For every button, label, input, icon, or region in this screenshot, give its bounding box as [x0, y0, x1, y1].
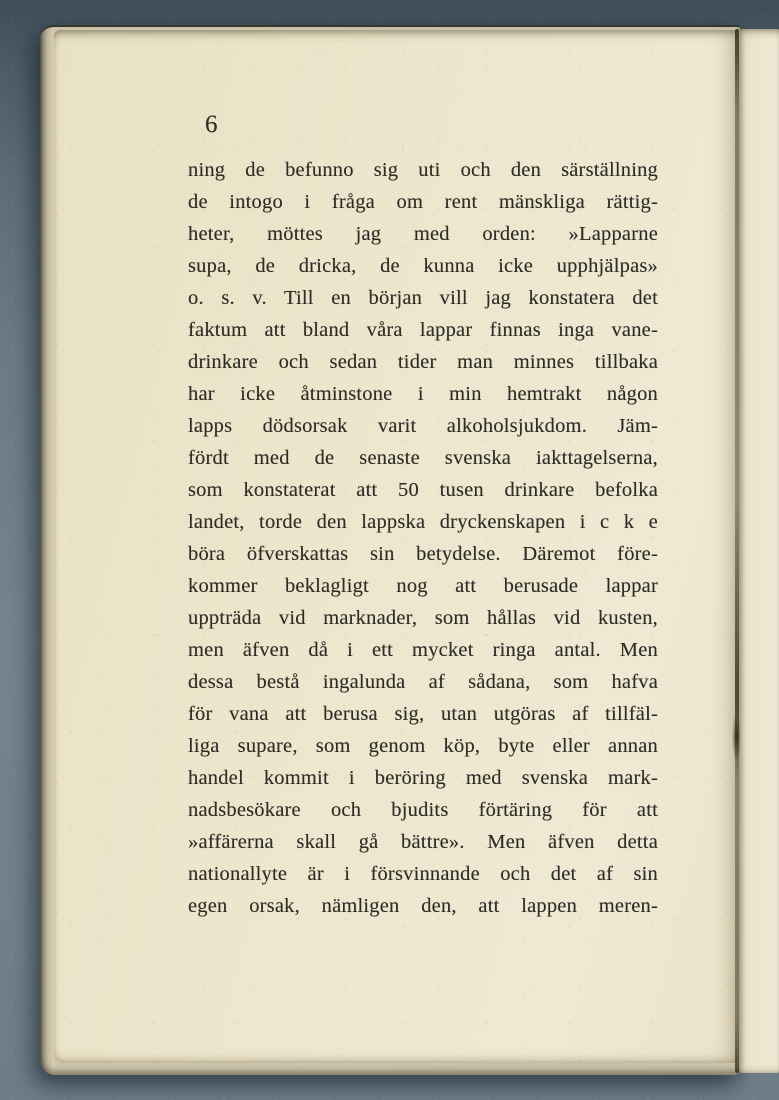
- text-line: men äfven då i ett mycket ringa antal. Men: [188, 639, 658, 661]
- body-text: [188, 154, 658, 922]
- text-line: o. s. v. Till en början vill jag konstatera det: [188, 287, 658, 309]
- gutter-crease: [735, 29, 739, 1073]
- text-line: kommer beklagligt nog att berusade lappar: [188, 575, 658, 597]
- text-line: supa, de dricka, de kunna icke upphjälpas»: [188, 255, 658, 277]
- text-line: handel kommit i beröring med svenska mark-: [188, 767, 658, 789]
- text-line: faktum att bland våra lappar finnas inga vane-: [188, 319, 658, 341]
- text-line: böra öfverskattas sin betydelse. Däremot före-: [188, 543, 658, 565]
- text-line: uppträda vid marknader, som hållas vid kusten,: [188, 607, 658, 629]
- text-line: egen orsak, nämligen den, att lappen meren-: [188, 895, 658, 917]
- right-page-edge: [740, 29, 779, 1073]
- text-line: nationallyte är i försvinnande och det af sin: [188, 863, 658, 885]
- text-line: som konstaterat att 50 tusen drinkare befolka: [188, 479, 658, 501]
- text-line: för vana att berusa sig, utan utgöras af tillfäl-: [188, 703, 658, 725]
- text-line: lapps dödsorsak varit alkoholsjukdom. Jäm-: [188, 415, 658, 437]
- text-line: nadsbesökare och bjudits förtäring för att: [188, 799, 658, 821]
- text-line: ning de befunno sig uti och den särställning: [188, 159, 658, 181]
- text-line: landet, torde den lappska dryckenskapen i c k e: [188, 511, 658, 533]
- text-line: har icke åtminstone i min hemtrakt någon: [188, 383, 658, 405]
- text-line: de intogo i fråga om rent mänskliga rättig-: [188, 191, 658, 213]
- left-page: [54, 30, 737, 1063]
- text-line: fördt med de senaste svenska iakttagelserna,: [188, 447, 658, 469]
- text-line: heter, möttes jag med orden: »Lapparne: [188, 223, 658, 245]
- text-line: »affärerna skall gå bättre». Men äfven detta: [188, 831, 658, 853]
- text-line: dessa bestå ingalunda af sådana, som hafva: [188, 671, 658, 693]
- text-line: liga supare, som genom köp, byte eller annan: [188, 735, 658, 757]
- text-line: drinkare och sedan tider man minnes tillbaka: [188, 351, 658, 373]
- page-number: 6: [205, 111, 218, 138]
